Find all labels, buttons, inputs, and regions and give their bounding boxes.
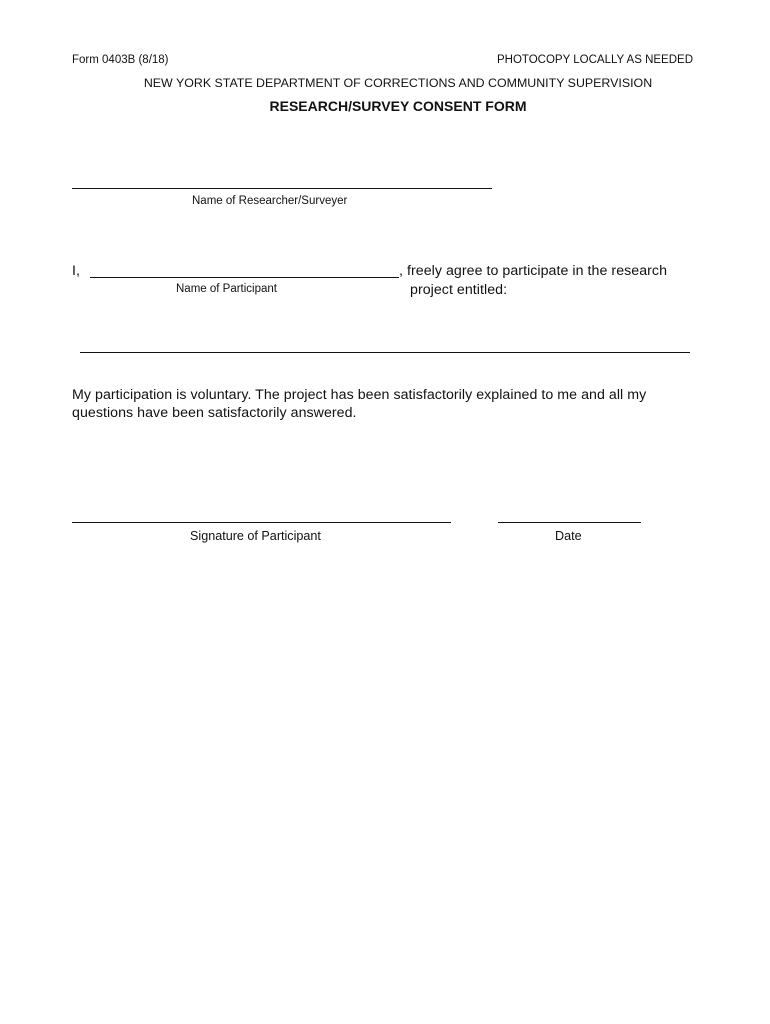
photocopy-note: PHOTOCOPY LOCALLY AS NEEDED xyxy=(497,54,693,66)
signature-line[interactable] xyxy=(72,522,451,523)
researcher-name-line[interactable] xyxy=(72,188,492,189)
participant-name-line[interactable] xyxy=(90,277,399,278)
project-title-line[interactable] xyxy=(80,352,690,353)
form-title: RESEARCH/SURVEY CONSENT FORM xyxy=(269,98,527,114)
statement-line-1: My participation is voluntary. The project has been satisfactorily explained to me and all my xyxy=(72,387,647,403)
agency-name: NEW YORK STATE DEPARTMENT OF CORRECTIONS AND COMMUNITY SUPERVISION xyxy=(143,76,653,90)
participant-name-label: Name of Participant xyxy=(176,283,277,295)
researcher-name-label: Name of Researcher/Surveyer xyxy=(192,195,348,207)
date-label: Date xyxy=(555,529,582,543)
statement-line-2: questions have been satisfactorily answered. xyxy=(72,405,357,421)
participant-suffix: , freely agree to participate in the research xyxy=(399,263,668,279)
participant-prefix: I, xyxy=(72,263,80,279)
date-line[interactable] xyxy=(498,522,641,523)
signature-label: Signature of Participant xyxy=(190,529,321,543)
form-number: Form 0403B (8/18) xyxy=(72,54,169,66)
project-entitled-label: project entitled: xyxy=(410,282,508,298)
